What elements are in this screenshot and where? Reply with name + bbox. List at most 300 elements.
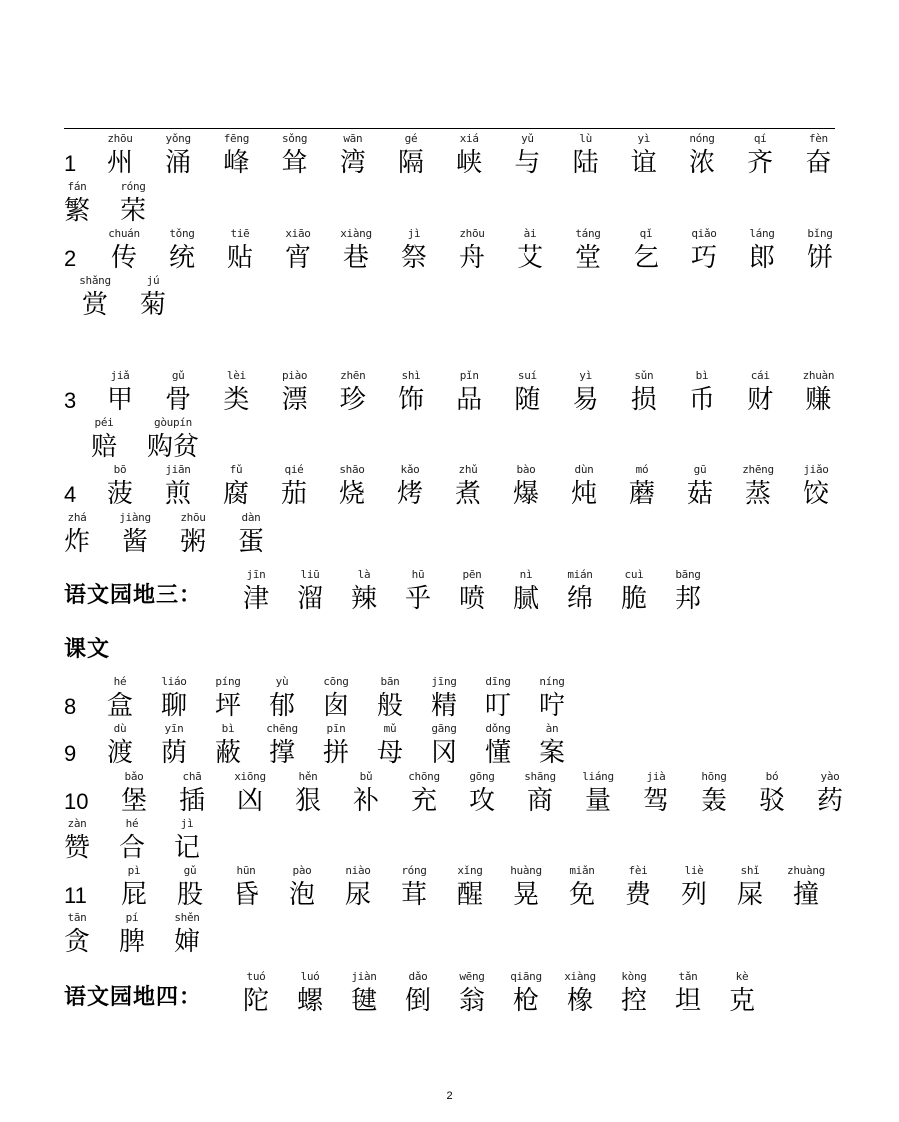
hanzi: 拼 <box>322 738 349 768</box>
hanzi: 耸 <box>281 148 308 178</box>
vocab-item <box>394 770 454 816</box>
hanzi: 蘑 <box>628 479 655 509</box>
hanzi: 腻 <box>512 584 539 614</box>
hanzi: 损 <box>630 385 657 415</box>
hanzi: 渡 <box>106 738 133 768</box>
hanzi: 类 <box>223 385 250 415</box>
vocab-item <box>123 274 183 320</box>
hanzi: 精 <box>430 691 457 721</box>
vocab-item <box>500 227 560 273</box>
vocab-item <box>144 722 204 768</box>
pinyin: fèi <box>628 864 648 877</box>
row-number: 4 <box>64 482 77 507</box>
hanzi: 堂 <box>574 243 601 273</box>
pinyin: zhá <box>67 511 87 524</box>
hanzi: 统 <box>168 243 195 273</box>
hanzi: 舟 <box>458 243 485 273</box>
vocab-item <box>160 864 220 910</box>
section-label-yuwen-yuandi-3: 语文园地三： <box>64 582 203 608</box>
vocab-item <box>658 568 718 614</box>
vocab-item <box>614 369 674 415</box>
row-number: 1 <box>64 151 77 176</box>
vocab-item <box>732 227 792 273</box>
vocab-item <box>206 369 266 415</box>
vocab-row <box>0 911 899 959</box>
pinyin: gōng <box>469 770 495 783</box>
hanzi: 攻 <box>468 786 495 816</box>
vocab-row <box>0 132 899 180</box>
pinyin: pí <box>125 911 139 924</box>
hanzi: 撑 <box>268 738 295 768</box>
pinyin: nóng <box>689 132 715 145</box>
hanzi: 郁 <box>268 691 295 721</box>
vocab-item <box>381 369 441 415</box>
pinyin: yǒng <box>165 132 191 145</box>
pinyin: qí <box>753 132 767 145</box>
pinyin: suí <box>517 369 537 382</box>
hanzi: 量 <box>584 786 611 816</box>
hanzi: 狠 <box>294 786 321 816</box>
vocab-item <box>497 132 557 178</box>
hanzi: 懂 <box>484 738 511 768</box>
pinyin: shāng <box>524 770 556 783</box>
hanzi: 泡 <box>288 880 315 910</box>
hanzi: 脆 <box>620 584 647 614</box>
pinyin: bǎo <box>124 770 144 783</box>
hanzi: 贴 <box>226 243 253 273</box>
pinyin: jú <box>146 274 160 287</box>
vocab-item <box>626 770 686 816</box>
pinyin: shěn <box>174 911 200 924</box>
hanzi: 倒 <box>404 986 431 1016</box>
vocab-item <box>674 227 734 273</box>
row-number: 9 <box>64 741 77 766</box>
hanzi: 醒 <box>456 880 483 910</box>
vocab-item <box>206 463 266 509</box>
pinyin: róng <box>120 180 146 193</box>
vocab-item <box>496 463 556 509</box>
hanzi: 珍 <box>339 385 366 415</box>
hanzi: 烧 <box>338 479 365 509</box>
vocab-item <box>664 864 724 910</box>
pinyin: liū <box>300 568 320 581</box>
vocab-item <box>360 675 420 721</box>
pinyin: dǎo <box>408 970 428 983</box>
vocab-item <box>614 132 674 178</box>
pinyin: jīn <box>246 568 266 581</box>
hanzi: 绵 <box>566 584 593 614</box>
vocab-item <box>47 911 107 957</box>
vocab-item <box>439 132 499 178</box>
vocab-item <box>323 132 383 178</box>
vocab-item <box>522 722 582 768</box>
pinyin: níng <box>539 675 565 688</box>
vocab-item <box>148 463 208 509</box>
pinyin: píng <box>215 675 241 688</box>
vocab-item <box>452 770 512 816</box>
vocab-item <box>306 722 366 768</box>
vocab-item <box>684 770 744 816</box>
pinyin: xiá <box>459 132 479 145</box>
vocab-item <box>157 817 217 863</box>
pinyin: gāng <box>431 722 457 735</box>
pinyin: tiē <box>230 227 250 240</box>
pinyin: dīng <box>485 675 511 688</box>
pinyin: bì <box>221 722 235 735</box>
hanzi: 克 <box>728 986 755 1016</box>
vocab-item <box>94 227 154 273</box>
pinyin: ài <box>523 227 537 240</box>
hanzi: 昏 <box>232 880 259 910</box>
pinyin: jià <box>646 770 666 783</box>
hanzi: 炖 <box>570 479 597 509</box>
vocab-item <box>786 463 846 509</box>
hanzi: 炸 <box>63 527 90 557</box>
hanzi: 谊 <box>630 148 657 178</box>
vocab-item <box>47 180 107 226</box>
vocab-item <box>198 722 258 768</box>
row-number: 2 <box>64 246 77 271</box>
pinyin: fèn <box>808 132 828 145</box>
pinyin: gū <box>693 463 707 476</box>
vocab-item <box>102 817 162 863</box>
pinyin: yì <box>579 369 592 382</box>
vocab-item <box>788 132 848 178</box>
vocab-item <box>670 463 730 509</box>
vocab-item <box>306 675 366 721</box>
hanzi: 凶 <box>236 786 263 816</box>
vocab-item <box>800 770 860 816</box>
vocab-item <box>90 722 150 768</box>
hanzi: 辣 <box>350 584 377 614</box>
pinyin: jiàn <box>351 970 377 983</box>
pinyin: hé <box>125 817 139 830</box>
pinyin: zhōu <box>180 511 206 524</box>
pinyin: tǎn <box>678 970 698 983</box>
hanzi: 坪 <box>214 691 241 721</box>
row-number: 3 <box>64 388 77 413</box>
pinyin: hōng <box>701 770 727 783</box>
hanzi: 荣 <box>119 196 146 226</box>
hanzi: 螺 <box>296 986 323 1016</box>
pinyin: jiān <box>165 463 191 476</box>
vocab-item <box>252 722 312 768</box>
vocab-item <box>326 227 386 273</box>
pinyin: dǒng <box>485 722 511 735</box>
vocab-item <box>776 864 836 910</box>
pinyin: jì <box>180 817 194 830</box>
hanzi: 溜 <box>296 584 323 614</box>
vocab-item <box>221 511 281 557</box>
hanzi: 婶 <box>173 927 200 957</box>
vocab-item <box>788 369 848 415</box>
pinyin: pì <box>127 864 141 877</box>
hanzi: 甲 <box>106 385 133 415</box>
vocab-item <box>496 568 556 614</box>
hanzi: 荫 <box>160 738 187 768</box>
vocab-item <box>468 675 528 721</box>
hanzi: 赞 <box>63 833 90 863</box>
vocab-item <box>157 911 217 957</box>
pinyin: zhuàng <box>787 864 825 877</box>
pinyin: chēng <box>266 722 298 735</box>
vocab-item <box>556 369 616 415</box>
hanzi: 囱 <box>322 691 349 721</box>
hanzi: 充 <box>410 786 437 816</box>
vocab-item <box>388 568 448 614</box>
hanzi: 赚 <box>805 385 832 415</box>
pinyin: niào <box>345 864 371 877</box>
hanzi: 股 <box>176 880 203 910</box>
hanzi: 赔 <box>90 432 117 462</box>
vocab-item <box>210 227 270 273</box>
vocab-item <box>550 568 610 614</box>
hanzi: 邦 <box>674 584 701 614</box>
hanzi: 合 <box>118 833 145 863</box>
vocab-item <box>604 970 664 1016</box>
vocab-item <box>381 132 441 178</box>
hanzi: 坦 <box>674 986 701 1016</box>
vocab-item <box>90 132 150 178</box>
hanzi: 腐 <box>222 479 249 509</box>
hanzi: 聊 <box>160 691 187 721</box>
vocab-item <box>440 864 500 910</box>
pinyin: zhuàn <box>802 369 835 382</box>
hanzi: 艾 <box>516 243 543 273</box>
vocab-item <box>272 864 332 910</box>
hanzi: 贪 <box>63 927 90 957</box>
vocab-item <box>510 770 570 816</box>
vocab-item <box>47 511 107 557</box>
vocab-item <box>554 463 614 509</box>
hanzi: 免 <box>568 880 595 910</box>
pinyin: shāo <box>339 463 365 476</box>
hanzi: 奋 <box>805 148 832 178</box>
pinyin: shì <box>401 369 421 382</box>
vocab-item <box>442 970 502 1016</box>
pinyin: fēng <box>223 132 250 145</box>
pinyin: mián <box>567 568 593 581</box>
pinyin: chuán <box>108 227 140 240</box>
hanzi: 菇 <box>686 479 713 509</box>
vocab-row <box>0 369 899 417</box>
vocab-item <box>90 369 150 415</box>
hanzi: 屁 <box>120 880 147 910</box>
pinyin: shǎng <box>79 274 111 287</box>
pinyin: xiāo <box>285 227 311 240</box>
pinyin: cōng <box>323 675 349 688</box>
row-number: 8 <box>64 694 77 719</box>
hanzi: 币 <box>688 385 715 415</box>
vocab-item <box>720 864 780 910</box>
vocab-item <box>265 132 325 178</box>
vocab-item <box>334 568 394 614</box>
pinyin: hūn <box>236 864 256 877</box>
hanzi: 漂 <box>281 385 308 415</box>
pinyin: xiàng <box>340 227 372 240</box>
vocab-item <box>102 911 162 957</box>
vocab-item <box>148 132 208 178</box>
vocab-row <box>0 227 899 275</box>
vocab-item <box>438 463 498 509</box>
vocab-item <box>558 227 618 273</box>
pinyin: bào <box>516 463 536 476</box>
hanzi: 撞 <box>792 880 819 910</box>
hanzi: 毽 <box>350 986 377 1016</box>
pinyin: xǐng <box>457 864 483 877</box>
pinyin: pǐn <box>459 369 479 382</box>
hanzi: 脾 <box>118 927 145 957</box>
hanzi: 茄 <box>280 479 307 509</box>
hanzi: 宵 <box>284 243 311 273</box>
hanzi: 湾 <box>339 148 366 178</box>
hanzi: 饺 <box>802 479 829 509</box>
pinyin: pào <box>292 864 312 877</box>
vocab-item <box>568 770 628 816</box>
pinyin: bǔ <box>359 770 373 783</box>
hanzi: 郎 <box>748 243 775 273</box>
vocab-item <box>148 369 208 415</box>
pinyin: xiàng <box>564 970 596 983</box>
vocab-item <box>265 369 325 415</box>
hanzi: 繁 <box>63 196 90 226</box>
hanzi: 祭 <box>400 243 427 273</box>
pinyin: chōng <box>408 770 440 783</box>
vocab-item <box>226 568 286 614</box>
vocab-item <box>104 864 164 910</box>
hanzi: 齐 <box>747 148 774 178</box>
vocab-item <box>47 817 107 863</box>
vocab-item <box>608 864 668 910</box>
hanzi: 冈 <box>430 738 457 768</box>
section-label-kewen: 课文 <box>64 636 111 662</box>
vocab-item <box>496 864 556 910</box>
pinyin: qǐ <box>639 227 653 240</box>
vocab-row <box>0 180 899 228</box>
pinyin: zàn <box>67 817 87 830</box>
pinyin: jiǎ <box>110 369 130 382</box>
pinyin: bān <box>380 675 400 688</box>
hanzi: 隔 <box>397 148 424 178</box>
hanzi: 商 <box>526 786 553 816</box>
vocab-item <box>556 132 616 178</box>
pinyin: liáo <box>161 675 187 688</box>
hanzi: 传 <box>110 243 137 273</box>
hanzi: 控 <box>620 986 647 1016</box>
pinyin: láng <box>749 227 775 240</box>
vocab-item <box>658 970 718 1016</box>
hanzi: 轰 <box>700 786 727 816</box>
hanzi: 乞 <box>632 243 659 273</box>
vocab-item <box>264 463 324 509</box>
pinyin: cuì <box>624 568 644 581</box>
hanzi: 插 <box>178 786 205 816</box>
pinyin: miǎn <box>569 864 595 877</box>
hanzi: 煎 <box>164 479 191 509</box>
pinyin: gǔ <box>171 369 185 382</box>
vocab-item <box>104 770 164 816</box>
pinyin: qiǎo <box>691 227 717 240</box>
pinyin: yǔ <box>521 132 534 145</box>
pinyin: tǒng <box>169 227 195 240</box>
hanzi: 堡 <box>120 786 147 816</box>
vocab-item <box>672 369 732 415</box>
vocab-row <box>0 675 899 723</box>
hanzi: 品 <box>456 385 483 415</box>
pinyin: róng <box>401 864 427 877</box>
pinyin: zhēng <box>742 463 774 476</box>
vocab-item <box>103 180 163 226</box>
vocab-item <box>380 463 440 509</box>
vocab-item <box>550 970 610 1016</box>
hanzi: 橡 <box>566 986 593 1016</box>
vocab-item <box>388 970 448 1016</box>
top-rule <box>64 128 835 129</box>
vocab-item <box>439 369 499 415</box>
vocab-item <box>220 770 280 816</box>
pinyin: pēn <box>462 568 482 581</box>
pinyin: kè <box>735 970 749 983</box>
pinyin: sǒng <box>281 132 308 145</box>
pinyin: bì <box>695 369 709 382</box>
vocab-item <box>323 369 383 415</box>
vocab-item <box>280 970 340 1016</box>
pinyin: kǎo <box>400 463 420 476</box>
vocab-item <box>730 132 790 178</box>
pinyin: yì <box>637 132 651 145</box>
pinyin: là <box>357 568 371 581</box>
hanzi: 浓 <box>688 148 715 178</box>
pinyin: dù <box>113 722 127 735</box>
hanzi: 煮 <box>454 479 481 509</box>
hanzi: 骨 <box>165 385 192 415</box>
hanzi: 蛋 <box>237 527 264 557</box>
vocab-item <box>522 675 582 721</box>
hanzi: 咛 <box>538 691 565 721</box>
pinyin: jì <box>407 227 421 240</box>
pinyin: cái <box>750 369 770 382</box>
hanzi: 晃 <box>512 880 539 910</box>
vocab-item <box>162 770 222 816</box>
pinyin: bó <box>765 770 779 783</box>
vocab-item <box>604 568 664 614</box>
vocab-item <box>730 369 790 415</box>
pinyin: liè <box>684 864 704 877</box>
pinyin: bō <box>113 463 127 476</box>
vocab-item <box>552 864 612 910</box>
hanzi: 峰 <box>223 148 250 178</box>
pinyin: huàng <box>510 864 542 877</box>
vocab-item <box>616 227 676 273</box>
vocab-row <box>0 817 899 865</box>
pinyin: yù <box>275 675 289 688</box>
pinyin: gǔ <box>183 864 197 877</box>
hanzi: 津 <box>242 584 269 614</box>
hanzi: 盒 <box>106 691 133 721</box>
vocab-row <box>0 463 899 511</box>
pinyin: zhǔ <box>458 463 478 476</box>
vocab-item <box>442 227 502 273</box>
hanzi: 记 <box>173 833 200 863</box>
pinyin: qiāng <box>510 970 542 983</box>
pinyin: chā <box>182 770 202 783</box>
vocab-item <box>216 864 276 910</box>
hanzi: 烤 <box>396 479 423 509</box>
pinyin: mó <box>635 463 649 476</box>
pinyin: pīn <box>326 722 346 735</box>
hanzi: 陆 <box>572 148 599 178</box>
pinyin: táng <box>575 227 601 240</box>
